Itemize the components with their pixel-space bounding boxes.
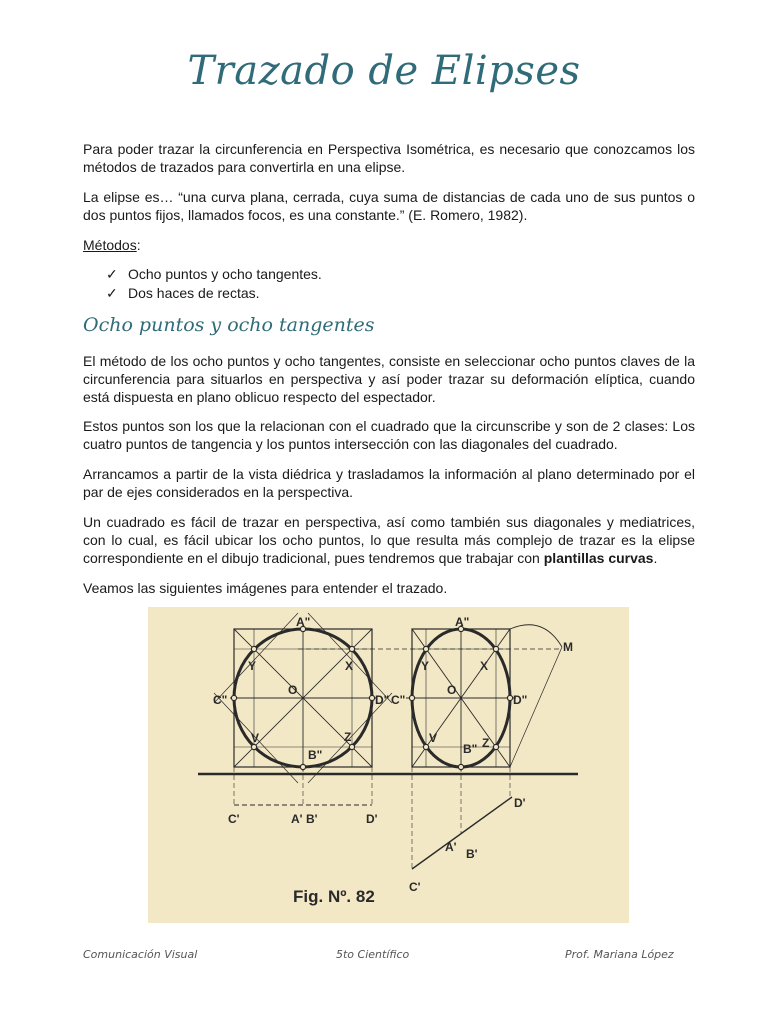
label-o: O (288, 683, 298, 697)
paragraph-method: El método de los ocho puntos y ocho tangentes, consiste en seleccionar ocho puntos claves de la circunferencia para situarlos en perspectiva y así poder trazar su deformación elíptica, cuando está dispuesta en plano oblicuo respecto del espectador. (83, 353, 695, 405)
paragraph-images: Veamos las siguientes imágenes para entender el trazado. (83, 580, 448, 596)
label-x: X (345, 659, 354, 673)
point-b (300, 764, 305, 769)
point-v (423, 744, 428, 749)
methods-heading (83, 236, 695, 254)
point-z (493, 744, 498, 749)
check-icon: ✓ (106, 266, 118, 282)
point-x (493, 646, 498, 651)
footer-center: 5to Científico (336, 948, 410, 961)
point-c (231, 695, 236, 700)
figure-paper (148, 607, 629, 923)
point-d (369, 695, 374, 700)
label-a2: A" (296, 615, 311, 629)
check-icon: ✓ (106, 284, 118, 301)
methods-list (106, 265, 322, 302)
method-label: Dos haces de rectas. (128, 284, 260, 301)
paragraph-start: Arrancamos a partir de la vista diédrica y trasladamos la información al plano determinado por el par de ejes considerados en la perspectiva. (83, 466, 695, 500)
label-b2: B" (308, 748, 323, 762)
list-item (106, 265, 322, 284)
section-heading: Ocho puntos y ocho tangentes (83, 314, 375, 336)
p4-bold: plantillas curvas (543, 550, 654, 566)
point-z (349, 744, 354, 749)
point-c (409, 695, 414, 700)
figure-caption: Fig. Nº. 82 (293, 887, 375, 906)
definition-paragraph: La elipse es… “una curva plana, cerrada, cuya suma de distancias de cada uno de sus puntos o dos puntos fijos, llamados focos, es una constante.” (E. Romero, 1982). (83, 189, 695, 223)
methods-label: Métodos (83, 237, 137, 253)
p4-end: . (653, 550, 658, 566)
label-c2: C" (213, 693, 228, 707)
label-o: O (447, 683, 457, 697)
label-d1: D' (366, 812, 378, 826)
label-a2: A" (455, 615, 470, 629)
point-x (349, 646, 354, 651)
label-d1: D' (514, 796, 526, 810)
page-title: Trazado de Elipses (187, 48, 581, 94)
label-x: X (480, 659, 489, 673)
label-c1: C' (228, 812, 240, 826)
point-d (507, 695, 512, 700)
list-item (106, 284, 322, 303)
method-label: Ocho puntos y ocho tangentes. (128, 266, 322, 282)
label-m: M (563, 640, 573, 654)
label-a1: A' (291, 812, 303, 826)
label-b2: B" (463, 742, 478, 756)
label-y: Y (248, 659, 257, 673)
label-b1: B' (306, 812, 318, 826)
label-v: V (251, 731, 260, 745)
paragraph-square (83, 513, 695, 567)
label-a1: A' (445, 840, 457, 854)
label-y: Y (421, 659, 430, 673)
label-b1: B' (466, 847, 478, 861)
label-d2: D" (375, 693, 390, 707)
point-y (423, 646, 428, 651)
label-c1: C' (409, 880, 421, 894)
label-v: V (429, 731, 438, 745)
intro-paragraph: Para poder trazar la circunferencia en Perspectiva Isométrica, es necesario que conozcamos los métodos de trazados para convertirla en una elipse. (83, 141, 695, 175)
footer-right: Prof. Mariana López (565, 948, 674, 961)
label-d2: D" (513, 693, 528, 707)
label-z: Z (482, 736, 490, 750)
p4-text: Un cuadrado es fácil de trazar en perspectiva, así como también sus diagonales y mediatrices, con lo cual, es fácil ubicar los ocho puntos, lo que resulta más complejo de trazar es la elipse correspondiente en el dibujo tradicional, pues tendremos que trabajar con (83, 514, 695, 566)
point-y (251, 646, 256, 651)
label-z: Z (344, 730, 352, 744)
point-b (458, 764, 463, 769)
paragraph-points: Estos puntos son los que la relacionan con el cuadrado que la circunscribe y son de 2 clases: Los cuatro puntos de tangencia y los puntos intersección con las diagonales del cuadrado. (83, 418, 695, 452)
footer-left: Comunicación Visual (83, 948, 198, 961)
label-c2: C" (391, 693, 406, 707)
point-v (251, 744, 256, 749)
ellipse-construction-figure (148, 607, 629, 923)
methods-colon: : (136, 237, 141, 253)
